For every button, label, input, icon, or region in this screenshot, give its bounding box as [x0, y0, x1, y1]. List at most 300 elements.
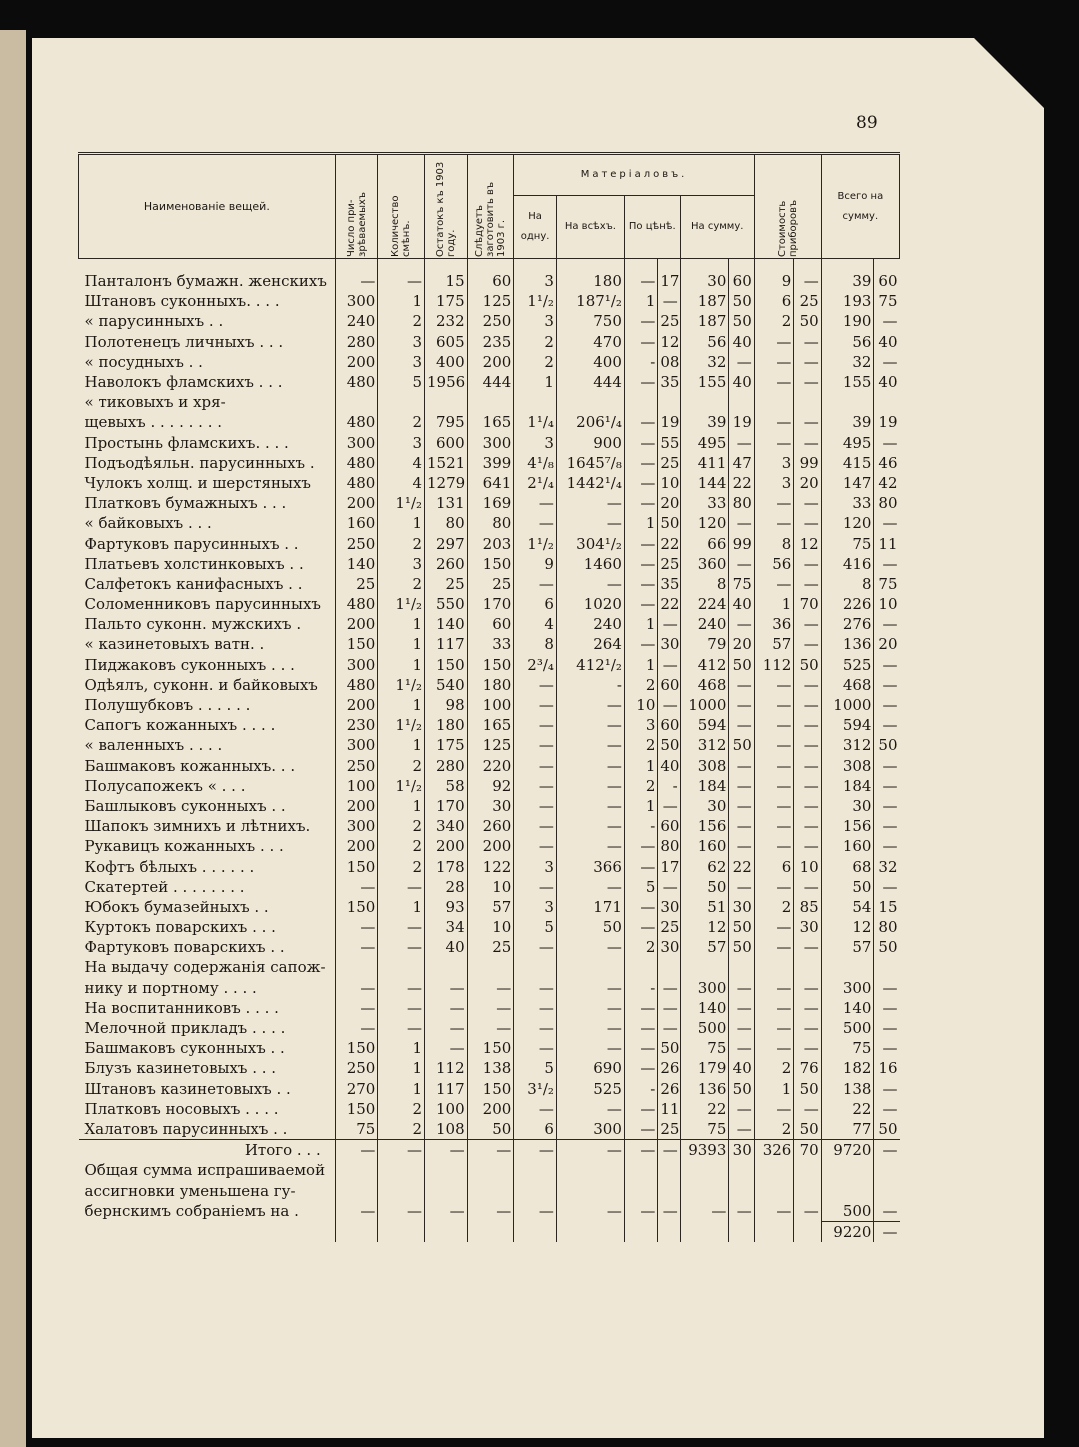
cell-value: — [335, 978, 378, 998]
cell-value: 12 [658, 332, 680, 352]
cell-value: — [874, 776, 900, 796]
cell-value: 32 [874, 856, 900, 876]
table-row [79, 453, 900, 473]
cell-value: 8 [680, 574, 729, 594]
cell-value: 3 [378, 554, 425, 574]
totals-value: — [556, 1140, 624, 1161]
cell-value [514, 957, 557, 977]
cell-value: — [794, 877, 821, 897]
final-blank [335, 1221, 378, 1242]
cell-value: — [754, 978, 794, 998]
cell-value: — [624, 634, 657, 654]
cell-value: 10 [467, 917, 514, 937]
cell-value: 525 [821, 655, 874, 675]
cell-value: 5 [378, 372, 425, 392]
cell-value: — [556, 1018, 624, 1038]
cell-value: 10 [467, 877, 514, 897]
cell-value: 2 [378, 1099, 425, 1119]
cell-value: 75 [335, 1119, 378, 1140]
final-blank [794, 1221, 821, 1242]
cell-value: 80 [874, 493, 900, 513]
cell-value: 2 [378, 856, 425, 876]
table-row [79, 614, 900, 634]
reduction-value: — [425, 1201, 468, 1222]
table-row [79, 816, 900, 836]
cell-value: 1¹/₂ [378, 776, 425, 796]
cell-value: 2 [624, 675, 657, 695]
reduction-value [624, 1180, 657, 1200]
cell-value: 276 [821, 614, 874, 634]
cell-value: 08 [658, 352, 680, 372]
cell-value: 156 [821, 816, 874, 836]
cell-value: 144 [680, 473, 729, 493]
cell-value: 1¹/₂ [514, 291, 557, 311]
cell-value: — [794, 735, 821, 755]
final-kop: — [874, 1221, 900, 1242]
cell-value: — [874, 816, 900, 836]
table-row [79, 291, 900, 311]
cell-value: 2¹/₄ [514, 473, 557, 493]
cell-value: 122 [467, 856, 514, 876]
cell-value: 125 [467, 735, 514, 755]
cell-value: — [874, 614, 900, 634]
cell-value: — [729, 695, 754, 715]
cell-value [467, 957, 514, 977]
cell-value: 178 [425, 856, 468, 876]
reduction-value [754, 1180, 794, 1200]
totals-value: 70 [794, 1140, 821, 1161]
cell-value: 25 [658, 1119, 680, 1140]
cell-value: 79 [680, 634, 729, 654]
cell-value: — [658, 1018, 680, 1038]
table-row [79, 998, 900, 1018]
cell-value: 75 [821, 1038, 874, 1058]
cell-value: 190 [821, 311, 874, 331]
cell-value: 203 [467, 533, 514, 553]
item-name: Панталонъ бумажн. женскихъ [84, 272, 327, 291]
cell-value: — [556, 877, 624, 897]
cell-value: 39 [821, 412, 874, 432]
cell-value: 5 [514, 917, 557, 937]
item-name: Наволокъ фламскихъ . . . [84, 373, 283, 392]
cell-value: 235 [467, 332, 514, 352]
cell-value: — [754, 816, 794, 836]
reduction-text: ассигновки уменьшена гу- [84, 1181, 296, 1200]
cell-value: — [556, 735, 624, 755]
cell-value: — [729, 1018, 754, 1038]
cell-value: — [467, 978, 514, 998]
cell-value: 92 [467, 776, 514, 796]
reduction-value [514, 1160, 557, 1180]
cell-value: 75 [874, 574, 900, 594]
cell-value: — [514, 1018, 557, 1038]
cell-value: 240 [680, 614, 729, 634]
cell-value: 594 [680, 715, 729, 735]
cell-value: 15 [425, 259, 468, 292]
cell-value: 120 [680, 513, 729, 533]
cell-value: 169 [467, 493, 514, 513]
cell-value: — [794, 675, 821, 695]
reduction-value: — [874, 1201, 900, 1222]
cell-value: — [754, 998, 794, 1018]
final-row [79, 1221, 900, 1242]
cell-value: 1 [378, 1038, 425, 1058]
reduction-value [794, 1160, 821, 1180]
cell-value: — [754, 332, 794, 352]
cell-value: 366 [556, 856, 624, 876]
totals-value: — [467, 1140, 514, 1161]
cell-value: 270 [335, 1079, 378, 1099]
table-row [79, 311, 900, 331]
cell-value: 2³/₄ [514, 655, 557, 675]
cell-value: 250 [335, 533, 378, 553]
reduction-text: бернскимъ собраніемъ на . [84, 1201, 299, 1220]
cell-value: 22 [680, 1099, 729, 1119]
cell-value: 140 [680, 998, 729, 1018]
cell-value: 170 [467, 594, 514, 614]
reduction-value [794, 1180, 821, 1200]
cell-value: — [624, 594, 657, 614]
cell-value: 150 [467, 554, 514, 574]
cell-value: — [794, 634, 821, 654]
totals-value: 30 [729, 1140, 754, 1161]
cell-value: — [874, 877, 900, 897]
table-row [79, 856, 900, 876]
final-blank [556, 1221, 624, 1242]
table-row [79, 937, 900, 957]
cell-value: — [556, 715, 624, 735]
cell-value: 22 [821, 1099, 874, 1119]
cell-value [754, 957, 794, 977]
cell-value: — [335, 259, 378, 292]
table-row [79, 533, 900, 553]
reduction-value [378, 1180, 425, 1200]
cell-value: 150 [425, 655, 468, 675]
table-row [79, 412, 900, 432]
cell-value: 112 [425, 1058, 468, 1078]
cell-value: 175 [425, 291, 468, 311]
cell-value: 150 [335, 897, 378, 917]
cell-value: 25 [658, 311, 680, 331]
item-name: нику и портному . . . . [84, 978, 257, 997]
cell-value: 171 [556, 897, 624, 917]
cell-value: — [514, 513, 557, 533]
cell-value: 399 [467, 453, 514, 473]
cell-value: — [754, 675, 794, 695]
cell-value: 226 [821, 594, 874, 614]
cell-value: 19 [729, 412, 754, 432]
table-row [79, 634, 900, 654]
cell-value: — [624, 897, 657, 917]
cell-value: — [729, 614, 754, 634]
final-blank [378, 1221, 425, 1242]
cell-value: 40 [874, 372, 900, 392]
cell-value: 1 [624, 796, 657, 816]
cell-value: 77 [821, 1119, 874, 1140]
cell-value: 46 [874, 453, 900, 473]
cell-value: 15 [874, 897, 900, 917]
item-name: Одѣялъ, суконн. и байковыхъ [84, 675, 318, 694]
cell-value: — [754, 1099, 794, 1119]
cell-value: 2 [624, 937, 657, 957]
cell-value: 2 [754, 897, 794, 917]
final-blank [729, 1221, 754, 1242]
page-number: 89 [856, 113, 878, 133]
cell-value: — [514, 836, 557, 856]
reduction-value [874, 1180, 900, 1200]
cell-value: 260 [425, 554, 468, 574]
item-name: Куртокъ поварскихъ . . . [84, 918, 276, 937]
item-name: На выдачу содержанія сапож- [84, 958, 326, 977]
cell-value: 155 [680, 372, 729, 392]
cell-value: 55 [658, 433, 680, 453]
cell-value: 50 [729, 735, 754, 755]
header-materials: Матеріаловъ. [514, 154, 754, 196]
cell-value: 75 [680, 1038, 729, 1058]
cell-value: 2 [624, 776, 657, 796]
inventory-table [78, 152, 900, 1242]
cell-value: 3 [754, 473, 794, 493]
cell-value: — [514, 877, 557, 897]
table-row [79, 352, 900, 372]
cell-value: 150 [335, 634, 378, 654]
cell-value [680, 957, 729, 977]
item-name: Башлыковъ суконныхъ . . [84, 796, 286, 815]
reduction-value: — [624, 1201, 657, 1222]
cell-value: — [514, 816, 557, 836]
cell-value: — [729, 1099, 754, 1119]
cell-value: 50 [794, 1119, 821, 1140]
cell-value: — [658, 877, 680, 897]
cell-value: — [794, 937, 821, 957]
final-blank [624, 1221, 657, 1242]
cell-value: 51 [680, 897, 729, 917]
reduction-value [874, 1160, 900, 1180]
cell-value: 33 [680, 493, 729, 513]
reduction-value [821, 1160, 874, 1180]
table-row [79, 978, 900, 998]
cell-value: — [754, 1038, 794, 1058]
reduction-value: 500 [821, 1201, 874, 1222]
cell-value: 750 [556, 311, 624, 331]
cell-value: — [556, 796, 624, 816]
cell-value: — [729, 433, 754, 453]
cell-value: — [874, 998, 900, 1018]
cell-value: 16 [874, 1058, 900, 1078]
cell-value: 3 [514, 897, 557, 917]
cell-value: — [514, 796, 557, 816]
table-row [79, 594, 900, 614]
cell-value [467, 392, 514, 412]
cell-value: 56 [680, 332, 729, 352]
cell-value: 150 [467, 1038, 514, 1058]
cell-value: — [514, 978, 557, 998]
facing-page-edge [0, 30, 26, 1447]
cell-value: 25 [467, 574, 514, 594]
cell-value: 147 [821, 473, 874, 493]
cell-value: — [658, 695, 680, 715]
cell-value [624, 957, 657, 977]
cell-value: 1279 [425, 473, 468, 493]
cell-value: 50 [794, 311, 821, 331]
cell-value: 32 [821, 352, 874, 372]
cell-value: — [794, 978, 821, 998]
cell-value: — [874, 695, 900, 715]
header-changes: Количество смѣнъ. [378, 154, 425, 259]
cell-value: 160 [680, 836, 729, 856]
cell-value [821, 957, 874, 977]
cell-value: 26 [658, 1058, 680, 1078]
header-amount: На сумму. [680, 196, 754, 259]
cell-value: 184 [680, 776, 729, 796]
cell-value: — [556, 756, 624, 776]
cell-value: 250 [335, 1058, 378, 1078]
cell-value: 12 [680, 917, 729, 937]
cell-value: 240 [556, 614, 624, 634]
cell-value: — [378, 937, 425, 957]
cell-value: — [874, 513, 900, 533]
cell-value: 300 [335, 433, 378, 453]
item-name: Мелочной прикладъ . . . . [84, 1019, 286, 1038]
cell-value: 56 [754, 554, 794, 574]
cell-value: — [514, 998, 557, 1018]
cell-value: 1 [378, 513, 425, 533]
cell-value: 500 [680, 1018, 729, 1038]
reduction-value [680, 1160, 729, 1180]
cell-value: — [754, 352, 794, 372]
item-name: Пальто суконн. мужскихъ . [84, 615, 302, 634]
cell-value: 1 [624, 655, 657, 675]
cell-value: — [754, 1018, 794, 1038]
cell-value: 30 [680, 796, 729, 816]
cell-value: 594 [821, 715, 874, 735]
cell-value [754, 392, 794, 412]
cell-value: 2 [378, 836, 425, 856]
header-total: Всего на сумму. [821, 154, 899, 259]
cell-value [624, 392, 657, 412]
cell-value: 1 [514, 372, 557, 392]
cell-value: 120 [821, 513, 874, 533]
cell-value [556, 957, 624, 977]
cell-value: — [658, 614, 680, 634]
header-devices: Стоимость приборовъ [754, 154, 821, 259]
folded-corner [974, 38, 1044, 108]
cell-value: — [794, 493, 821, 513]
cell-value: 250 [335, 756, 378, 776]
cell-value: 136 [821, 634, 874, 654]
cell-value: 100 [425, 1099, 468, 1119]
cell-value: 50 [556, 917, 624, 937]
cell-value: — [729, 836, 754, 856]
item-name: « парусинныхъ . . [84, 312, 224, 331]
cell-value: 160 [821, 836, 874, 856]
cell-value: 444 [556, 372, 624, 392]
cell-value: 50 [821, 877, 874, 897]
cell-value: — [794, 259, 821, 292]
cell-value: 193 [821, 291, 874, 311]
cell-value: 400 [556, 352, 624, 372]
cell-value: — [754, 433, 794, 453]
cell-value: 75 [729, 574, 754, 594]
table-row [79, 513, 900, 533]
cell-value: — [335, 917, 378, 937]
cell-value: 412¹/₂ [556, 655, 624, 675]
cell-value: - [624, 352, 657, 372]
cell-value [514, 392, 557, 412]
cell-value: 187¹/₂ [556, 291, 624, 311]
cell-value: 50 [658, 735, 680, 755]
cell-value: 540 [425, 675, 468, 695]
cell-value: 232 [425, 311, 468, 331]
item-name: Полусапожекъ « . . . [84, 776, 246, 795]
cell-value [821, 392, 874, 412]
cell-value: 40 [729, 594, 754, 614]
cell-value: — [514, 493, 557, 513]
cell-value: — [729, 756, 754, 776]
cell-value: 25 [658, 453, 680, 473]
cell-value: 20 [794, 473, 821, 493]
item-name: Башмаковъ суконныхъ . . [84, 1039, 285, 1058]
item-name: Полотенецъ личныхъ . . . [84, 332, 284, 351]
cell-value: — [874, 1099, 900, 1119]
cell-value: — [624, 372, 657, 392]
cell-value: — [425, 998, 468, 1018]
item-name: « посудныхъ . . [84, 352, 203, 371]
cell-value: 30 [658, 937, 680, 957]
cell-value: 1¹/₂ [378, 493, 425, 513]
cell-value: 3 [514, 433, 557, 453]
cell-value: — [658, 796, 680, 816]
cell-value: 200 [335, 836, 378, 856]
header-name: Наименованіе вещей. [79, 154, 336, 259]
cell-value: 400 [425, 352, 468, 372]
cell-value: 80 [658, 836, 680, 856]
cell-value: 30 [794, 917, 821, 937]
cell-value: 1645⁷/₈ [556, 453, 624, 473]
reduction-text: Общая сумма испрашиваемой [84, 1161, 326, 1180]
cell-value: 8 [514, 634, 557, 654]
cell-value: 60 [729, 259, 754, 292]
cell-value: — [874, 836, 900, 856]
cell-value: 22 [658, 594, 680, 614]
item-name: Фартуковъ поварскихъ . . [84, 938, 285, 957]
cell-value: 60 [467, 259, 514, 292]
cell-value: 3 [754, 453, 794, 473]
cell-value [874, 957, 900, 977]
cell-value: — [794, 433, 821, 453]
cell-value [335, 392, 378, 412]
cell-value: 1 [754, 1079, 794, 1099]
cell-value: 2 [378, 412, 425, 432]
cell-value: 140 [821, 998, 874, 1018]
cell-value: 57 [821, 937, 874, 957]
cell-value [729, 957, 754, 977]
cell-value: 165 [467, 412, 514, 432]
cell-value: - [556, 675, 624, 695]
cell-value [378, 392, 425, 412]
cell-value: 2 [514, 332, 557, 352]
cell-value: 117 [425, 1079, 468, 1099]
cell-value: 4 [378, 453, 425, 473]
cell-value: — [624, 1058, 657, 1078]
cell-value: 42 [874, 473, 900, 493]
cell-value: — [794, 816, 821, 836]
cell-value: 50 [794, 1079, 821, 1099]
cell-value: 10 [658, 473, 680, 493]
reduction-row [79, 1160, 900, 1180]
cell-value: 300 [335, 655, 378, 675]
cell-value: — [874, 311, 900, 331]
